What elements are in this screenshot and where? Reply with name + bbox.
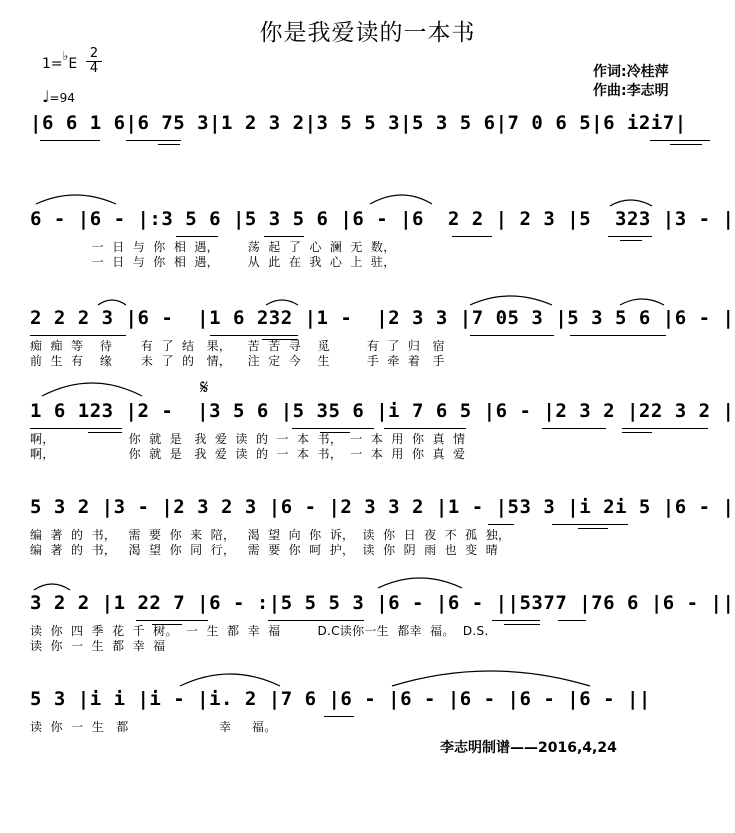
notes-line: 5 3 2 |3 - |2 3 2 3 |6 - |2 3 3 2 |1 - |53 3 |i 2i 5 |6 - | bbox=[30, 496, 735, 518]
lyrics-verse-1: 啊， 你 就 是 我 爱 读 的 一 本 书， 一 本 用 你 真 情 bbox=[30, 432, 466, 446]
tempo-value: =94 bbox=[49, 91, 75, 105]
slur-arcs bbox=[30, 688, 700, 718]
notes-line: 1 6 123 |2 - |3 5 6 |5 35 6 |i 7 6 5 |6 - |2 3 2 |22 3 2 | bbox=[30, 400, 735, 422]
lyrics-verse-1: 编 著 的 书， 需 要 你 来 陪， 渴 望 向 你 诉， 读 你 日 夜 不 孤 独， bbox=[30, 528, 511, 542]
notes-line: 5 3 |i i |i - |i. 2 |7 6 |6 - |6 - |6 - |6 - |6 - || bbox=[30, 688, 651, 710]
slur-arcs bbox=[30, 307, 700, 337]
notes-line: 3 2 2 |1 22 7 |6 - :|5 5 5 3 |6 - |6 - ||5377 |76 6 |6 - || bbox=[30, 592, 735, 614]
tempo-marking bbox=[42, 87, 75, 106]
arranger-credit: 李志明制谱——2016,4,24 bbox=[440, 740, 617, 756]
lyricist-credit: 作词:冷桂萍 bbox=[593, 64, 669, 80]
lyrics-verse-2: 读 你 一 生 都 幸 福 bbox=[30, 639, 166, 653]
slur-arcs bbox=[30, 400, 700, 430]
slur-arcs bbox=[30, 208, 700, 238]
quarter-note-icon: ♩ bbox=[42, 87, 50, 106]
time-top: 2 bbox=[89, 46, 99, 61]
lyrics-verse-2: 编 著 的 书， 渴 望 你 同 行， 需 要 你 呵 护， 读 你 阴 雨 也 变 晴 bbox=[30, 543, 499, 557]
lyrics-verse-1: 痴 痴 等 待 有 了 结 果， 苦 苦 寻 觅 有 了 归 宿 bbox=[30, 339, 445, 353]
lyrics-verse-2: 前 生 有 缘 未 了 的 情， 注 定 今 生 手 牵 着 手 bbox=[30, 354, 445, 368]
notes-line: 6 - |6 - |:3 5 6 |5 3 5 6 |6 - |6 2 2 | 2 3 |5 323 |3 - | bbox=[30, 208, 735, 230]
composer-credit: 作曲:李志明 bbox=[593, 83, 669, 99]
lyrics-verse-1: 读 你 一 生 都 幸 福。 bbox=[30, 720, 277, 734]
notes-line: |6 6 1 6|6 75 3|1 2 3 2|3 5 5 3|5 3 5 6|7 0 6 5|6 i2i7| bbox=[30, 112, 687, 134]
segno-icon: 𝄋 bbox=[200, 375, 209, 399]
lyrics-verse-1: 读 你 四 季 花 千 树。 一 生 都 幸 福 D.C读你一生 都幸 福。 D.S. bbox=[30, 624, 489, 638]
lyrics-verse-1: 一 日 与 你 相 遇， 荡 起 了 心 澜 无 数， bbox=[30, 240, 396, 254]
time-signature bbox=[86, 47, 102, 76]
flat-icon: ♭ bbox=[62, 49, 69, 63]
key-prefix: 1= bbox=[42, 56, 63, 72]
time-bottom: 4 bbox=[86, 61, 102, 76]
lyrics-verse-2: 啊， 你 就 是 我 爱 读 的 一 本 书， 一 本 用 你 真 爱 bbox=[30, 447, 466, 461]
lyrics-verse-2: 一 日 与 你 相 遇， 从 此 在 我 心 上 驻， bbox=[30, 255, 396, 269]
slur-arcs bbox=[30, 592, 700, 622]
key-letter: E bbox=[68, 56, 78, 72]
notes-line: 2 2 2 3 |6 - |1 6 232 |1 - |2 3 3 |7 05 3 |5 3 5 6 |6 - | bbox=[30, 307, 735, 329]
song-title: 你是我爱读的一本书 bbox=[259, 20, 476, 46]
key-signature bbox=[42, 49, 78, 72]
